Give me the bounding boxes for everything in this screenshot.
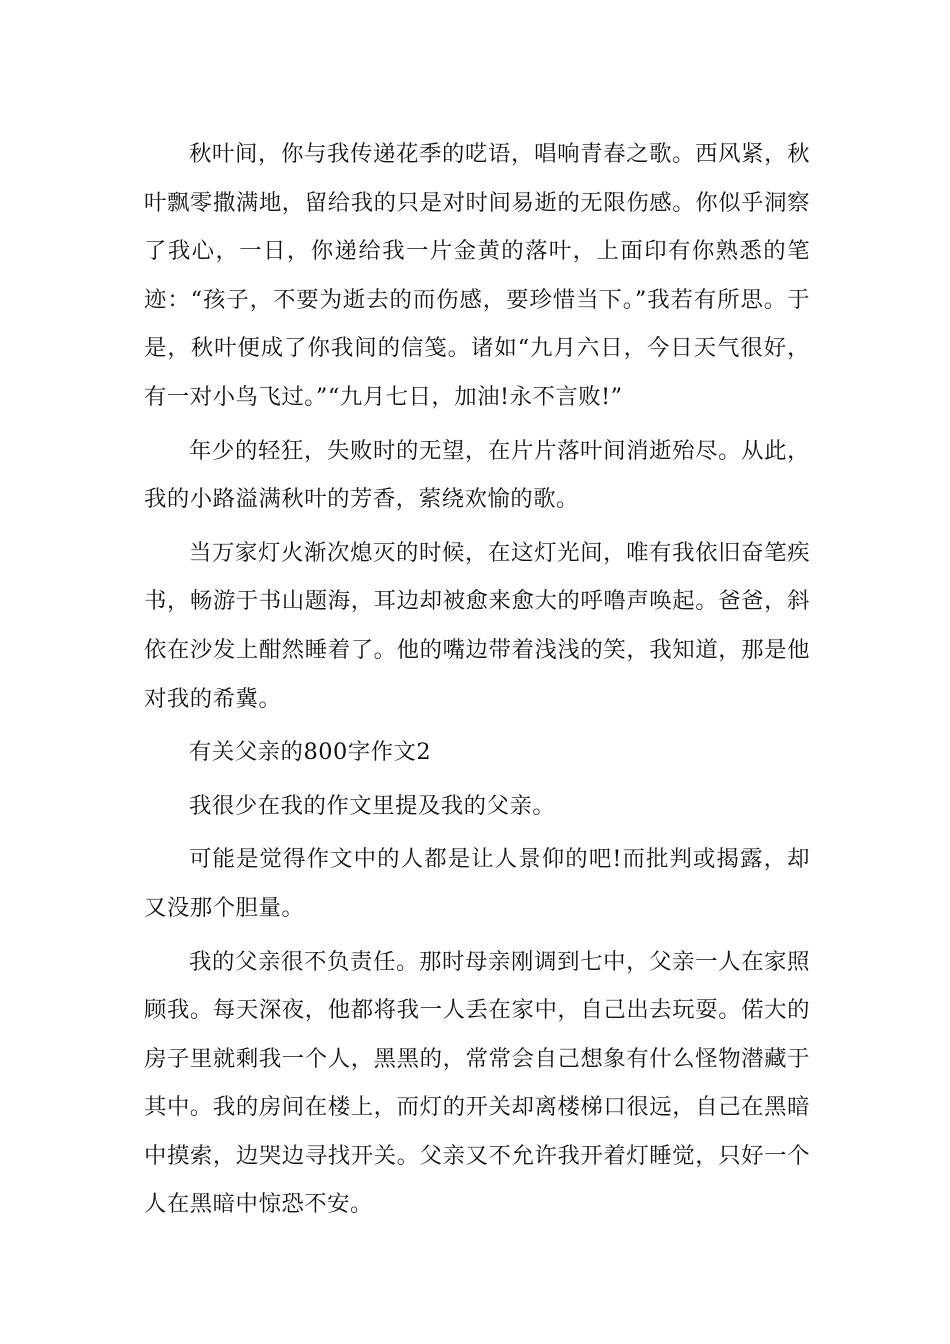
paragraph-irresponsible-father: 我的父亲很不负责任。那时母亲刚调到七中，父亲一人在家照顾我。每天深夜，他都将我一人丢在家中，自己出去玩耍。偌大的房子里就剩我一个人，黑黑的，常常会自己想象有什么怪物潜藏于其中。我的房间在楼上，而灯的开关却离楼梯口很远，自己在黑暗中摸索，边哭边寻找开关。父亲又不允许我开着灯睡觉，只好一个人在黑暗中惊恐不安。 <box>144 948 810 1218</box>
section-heading: 有关父亲的800字作文2 <box>189 739 432 766</box>
paragraph-youth: 年少的轻狂，失败时的无望，在片片落叶间消逝殆尽。从此，我的小路溢满秋叶的芳香，萦绕欢愉的歌。 <box>144 437 810 513</box>
paragraph-father-sleeping: 当万家灯火渐次熄灭的时候，在这灯光间，唯有我依旧奋笔疾书，畅游于书山题海，耳边却被愈来愈大的呼噜声唤起。爸爸，斜依在沙发上酣然睡着了。他的嘴边带着浅浅的笑，我知道，那是他对我的希冀。 <box>144 539 810 712</box>
document-body <box>144 130 810 1229</box>
paragraph-courage: 可能是觉得作文中的人都是让人景仰的吧!而批判或揭露，却又没那个胆量。 <box>144 846 810 921</box>
paragraph-rarely-mention: 我很少在我的作文里提及我的父亲。 <box>189 792 556 819</box>
paragraph-autumn-leaves: 秋叶间，你与我传递花季的呓语，唱响青春之歌。西风紧，秋叶飘零撒满地，留给我的只是对时间易逝的无限伤感。你似乎洞察了我心，一日，你递给我一片金黄的落叶，上面印有你熟悉的笔迹：“孩子，不要为逝去的而伤感，要珍惜当下。”我若有所思。于是，秋叶便成了你我间的信笺。诸如“九月六日，今日天气很好，有一对小鸟飞过。”“九月七日，加油!永不言败!” <box>144 141 810 410</box>
